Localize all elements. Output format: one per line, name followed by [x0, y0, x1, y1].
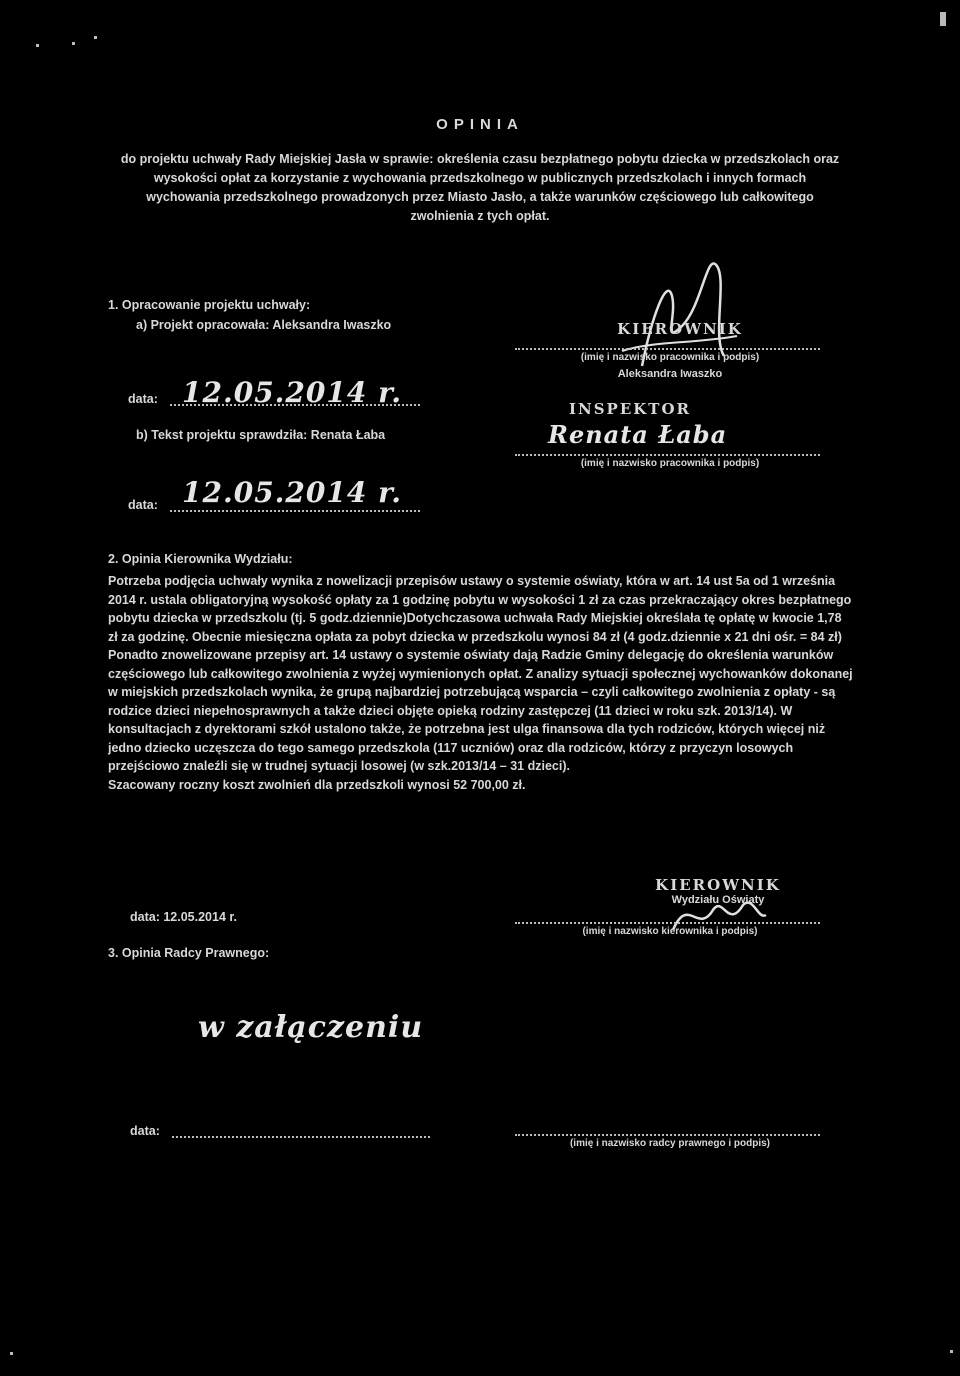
section2-paragraph-2: Ponadto znowelizowane przepisy art. 14 ustawy o systemie oświaty dają Radzie Gminy delegację do określenia warunków częściowego lub całkowitego zwolnienia z wyżej wymienionych opłat. Z analizy sytuacji społecznej wychowanków dokonanej w miejskich przedszkolach wynika, że grupą najbardziej potrzebującą wsparcia – czyli całkowitego zwolnienia z opłaty - są rodzice dzieci niepełnosprawnych a także dzieci objęte opieką rodziny zastępczej (11 dzieci w roku szk. 2013/14). W konsultacjach z dyrektorami szkół ustalono także, że potrzebna jest ulga finansowa dla tych rodziców, których więcej niż jedno dziecko uczęszcza do tego samego przedszkola (117 uczniów) oraz dla rodziców, którzy z przyczyn losowych przejściowo znaleźli się w trudnej sytuacji losowej (w szk.2013/14 – 31 dzieci).: [108, 648, 853, 773]
scan-speck: [940, 12, 946, 26]
stamp-a-name: Aleksandra Iwaszko: [617, 368, 723, 380]
signature-line-a: [515, 348, 820, 350]
date-line-3: [172, 1136, 430, 1138]
scan-speck: [36, 44, 39, 47]
section1-item-b: b) Tekst projektu sprawdziła: Renata Łaba: [136, 428, 386, 442]
date-label-3: data:: [130, 1124, 160, 1138]
scan-speck: [72, 42, 75, 45]
section1-item-a: a) Projekt opracowała: Aleksandra Iwaszko: [136, 318, 392, 332]
date-label-a: data:: [128, 392, 158, 406]
stamp-2-title: KIEROWNIK: [655, 876, 781, 894]
caption-a: (imię i nazwisko pracownika i podpis): [580, 352, 760, 363]
section2-body: [108, 572, 853, 794]
stamp-a-title: KIEROWNIK: [617, 320, 743, 338]
signature-b-handwritten: Renata Łaba: [548, 420, 728, 449]
section2-heading: 2. Opinia Kierownika Wydziału:: [108, 552, 293, 566]
date-line-a: [170, 404, 420, 406]
section2-paragraph-1: Potrzeba podjęcia uchwały wynika z nowelizacji przepisów ustawy o systemie oświaty, która w art. 14 ust 5a od 1 września 2014 r. ustala obligatoryjną wysokość opłaty za 1 godzinę pobytu w wysokości 1 zł za czas przekraczający okres bezpłatnego pobytu dziecka w przedszkolu (tj. 5 godz.dziennie)Dotychczasowa uchwała Rady Miejskiej określała tę opłatę w kwocie 1,78 zł za godzinę. Obecnie miesięczna opłata za pobyt dziecka w przedszkolu wynosi 84 zł (4 godz.dziennie x 21 dni ośr. = 84 zł): [108, 574, 852, 644]
section2-date: data: 12.05.2014 r.: [130, 910, 238, 924]
signature-line-2: [515, 922, 820, 924]
document-subject: do projektu uchwały Rady Miejskiej Jasła w sprawie: określenia czasu bezpłatnego pobytu dziecka w przedszkolach oraz wysokości opłat za korzystanie z wychowania przedszkolnego w publicznych przedszkolach i innych formach wychowania przedszkolnego prowadzonych przez Miasto Jasło, a także warunków częściowego lub całkowitego zwolnienia z tych opłat.: [120, 152, 840, 223]
signature-line-b: [515, 454, 820, 456]
date-line-b: [170, 510, 420, 512]
date-b-handwritten: 12.05.2014 r.: [182, 476, 403, 509]
caption-2: (imię i nazwisko kierownika i podpis): [582, 926, 758, 937]
scan-speck: [950, 1350, 953, 1353]
section1-heading: 1. Opracowanie projektu uchwały:: [108, 298, 311, 312]
caption-b: (imię i nazwisko pracownika i podpis): [580, 458, 760, 469]
stamp-b-title: INSPEKTOR: [568, 400, 691, 418]
date-label-b: data:: [128, 498, 158, 512]
caption-3: (imię i nazwisko radcy prawnego i podpis): [569, 1138, 771, 1149]
date-a-handwritten: 12.05.2014 r.: [182, 376, 403, 409]
scan-speck: [94, 36, 97, 39]
signature-line-3: [515, 1134, 820, 1136]
section2-paragraph-3: Szacowany roczny koszt zwolnień dla przedszkoli wynosi 52 700,00 zł.: [108, 777, 526, 792]
scan-speck: [10, 1352, 13, 1355]
document-title: OPINIA: [436, 116, 524, 133]
section3-heading: 3. Opinia Radcy Prawnego:: [108, 946, 270, 960]
stamp-2-sub: Wydziału Oświaty: [671, 894, 765, 906]
section3-handwritten-note: w załączeniu: [198, 1010, 424, 1045]
